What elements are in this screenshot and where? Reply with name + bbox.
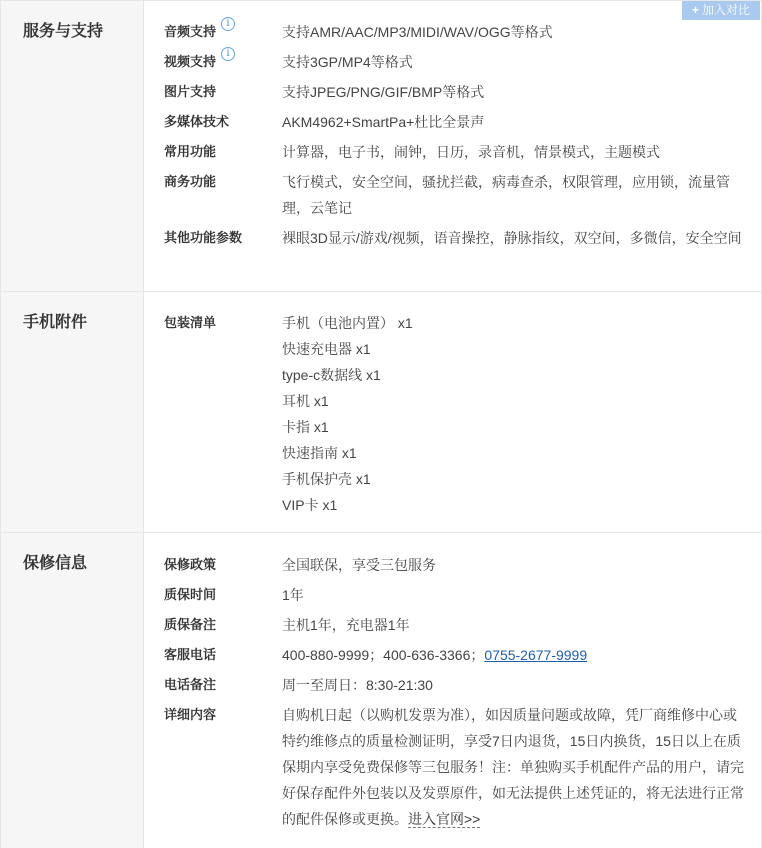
info-icon[interactable]: i <box>221 17 235 31</box>
spec-label: 电话备注 <box>164 677 217 692</box>
spec-row-image <box>144 77 761 107</box>
phone-link[interactable]: 0755-2677-9999 <box>484 647 588 663</box>
section-warranty <box>1 533 761 848</box>
spec-value: 裸眼3D显示/游戏/视频，语音操控，静脉指纹，双空间，多微信，安全空间 <box>282 230 742 246</box>
spec-label: 视频支持 <box>164 54 217 69</box>
spec-value: 计算器，电子书，闹钟，日历，录音机，情景模式，主题模式 <box>282 144 660 160</box>
spec-value: 1年 <box>282 587 304 603</box>
spec-row-common <box>144 137 761 167</box>
spec-row-other <box>144 223 761 279</box>
list-item: 手机保护壳 x1 <box>282 471 371 487</box>
spec-row-warranty-period <box>144 580 761 610</box>
spec-label: 保修政策 <box>164 557 217 572</box>
phone-numbers: 400-880-9999；400-636-3366； <box>282 647 485 663</box>
spec-value: 全国联保，享受三包服务 <box>282 557 436 573</box>
list-item: 快速充电器 x1 <box>282 341 371 357</box>
list-item: 快速指南 x1 <box>282 445 357 461</box>
spec-row-service-phone <box>144 640 761 670</box>
list-item: 耳机 x1 <box>282 393 329 409</box>
spec-label: 图片支持 <box>164 84 217 99</box>
plus-icon: + <box>691 3 699 17</box>
section-service-support <box>1 1 761 292</box>
spec-value: AKM4962+SmartPa+杜比全景声 <box>282 114 485 130</box>
spec-label: 质保时间 <box>164 587 217 602</box>
spec-label: 包装清单 <box>164 315 217 330</box>
spec-label: 音频支持 <box>164 24 217 39</box>
spec-label: 多媒体技术 <box>164 114 230 129</box>
spec-row-business <box>144 167 761 223</box>
spec-label: 常用功能 <box>164 144 217 159</box>
spec-row-warranty-note <box>144 610 761 640</box>
section-body <box>144 533 761 848</box>
spec-row-details <box>144 700 761 832</box>
list-item: type-c数据线 x1 <box>282 367 381 383</box>
list-item: VIP卡 x1 <box>282 497 338 513</box>
section-body <box>144 1 761 291</box>
spec-row-audio <box>144 17 761 47</box>
spec-label: 详细内容 <box>164 707 217 722</box>
section-accessories <box>1 292 761 533</box>
section-title: 保修信息 <box>1 533 144 848</box>
package-list <box>282 310 761 518</box>
spec-row-phone-hours <box>144 670 761 700</box>
spec-value: 支持JPEG/PNG/GIF/BMP等格式 <box>282 84 485 100</box>
list-item: 手机（电池内置） x1 <box>282 315 413 331</box>
spec-label: 商务功能 <box>164 174 217 189</box>
spec-label: 质保备注 <box>164 617 217 632</box>
spec-value: 支持AMR/AAC/MP3/MIDI/WAV/OGG等格式 <box>282 24 553 40</box>
spec-label: 客服电话 <box>164 647 217 662</box>
spec-label: 其他功能参数 <box>164 230 243 245</box>
detail-text: 自购机日起（以购机发票为准），如因质量问题或故障，凭厂商维修中心或特约维修点的质量检测证明，享受7日内退货，15日内换货，15日以上在质保期内享受免费保修等三包服务！注：单独购买手机配件产品的用户，请完好保存配件外包装以及发票原件，如无法提供上述凭证的，将无法进行正常的配件保修或更换。 <box>282 707 744 827</box>
spec-value: 支持3GP/MP4等格式 <box>282 54 413 70</box>
spec-row-package <box>144 310 761 518</box>
add-to-compare-label: 加入对比 <box>702 3 751 17</box>
section-title: 手机附件 <box>1 292 144 532</box>
spec-value: 周一至周日：8:30-21:30 <box>282 677 433 693</box>
official-site-link[interactable]: 进入官网>> <box>408 811 481 827</box>
spec-row-policy <box>144 550 761 580</box>
section-body <box>144 292 761 532</box>
spec-row-multimedia <box>144 107 761 137</box>
spec-value: 飞行模式，安全空间，骚扰拦截，病毒查杀，权限管理，应用锁，流量管理，云笔记 <box>282 174 730 216</box>
section-title: 服务与支持 <box>1 1 144 291</box>
spec-value: 主机1年，充电器1年 <box>282 617 410 633</box>
list-item: 卡指 x1 <box>282 419 329 435</box>
info-icon[interactable]: i <box>221 47 235 61</box>
spec-row-video <box>144 47 761 77</box>
